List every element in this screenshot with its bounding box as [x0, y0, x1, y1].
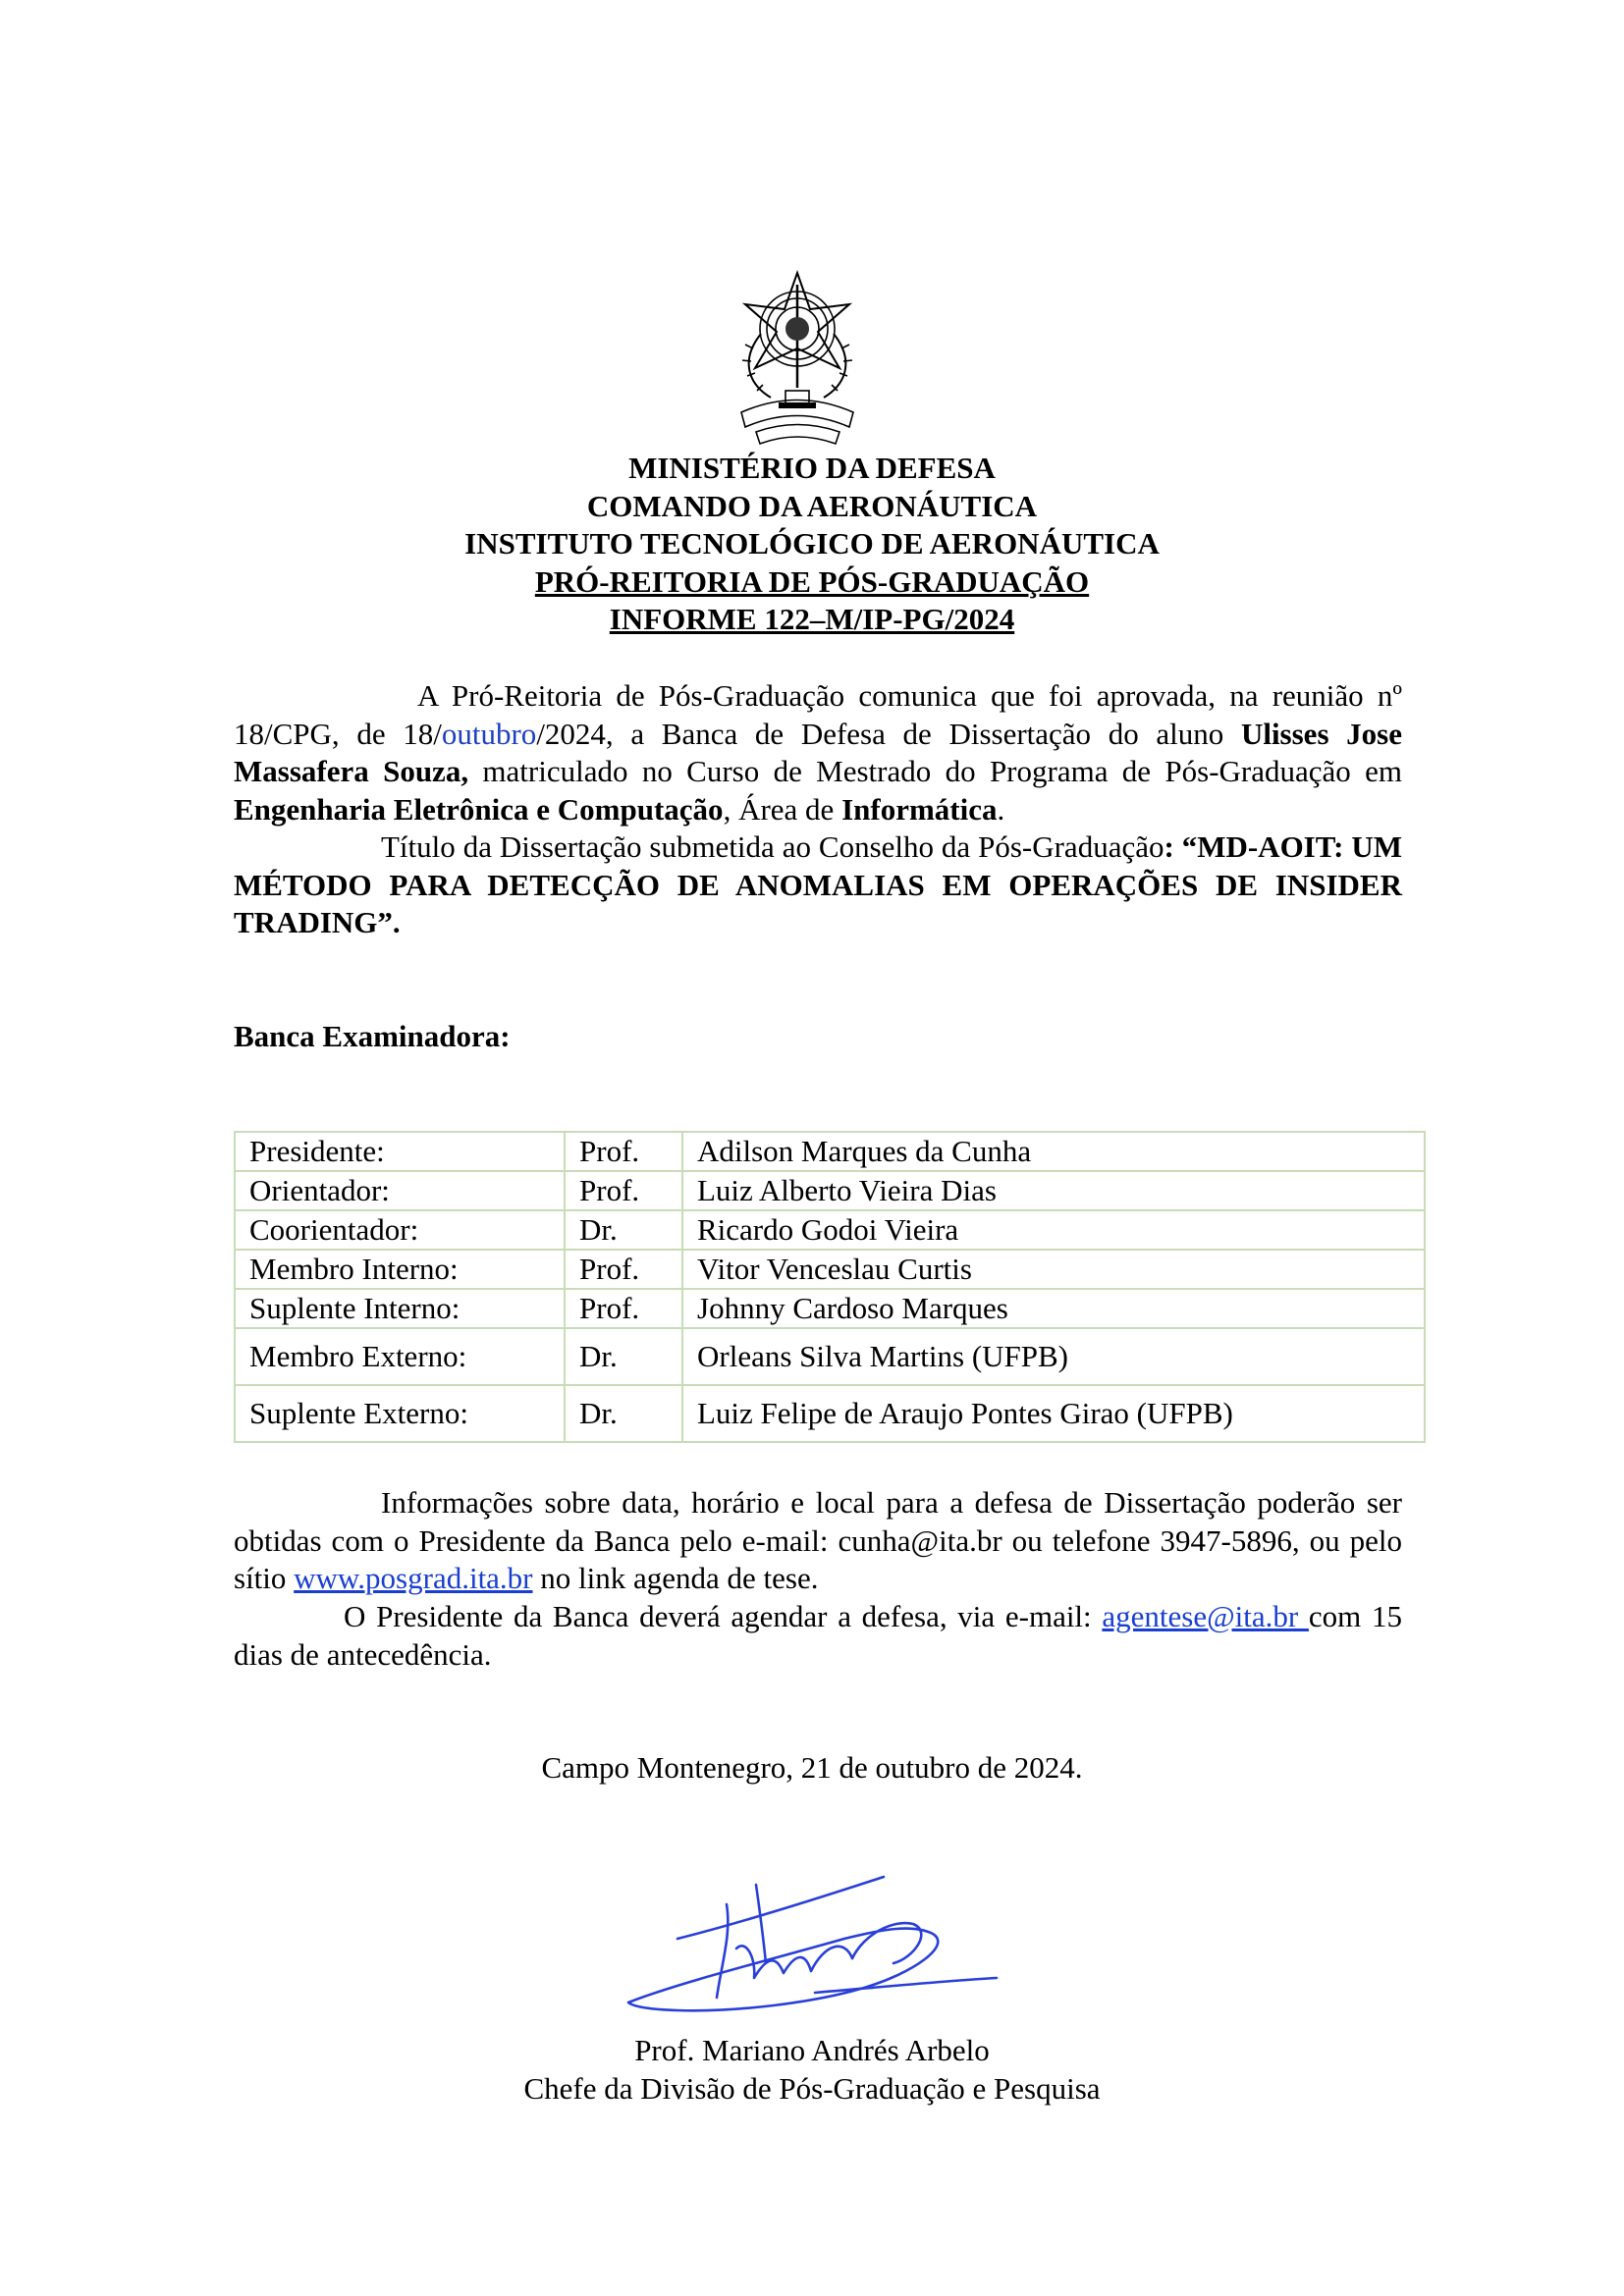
area-name: Informática — [841, 791, 998, 827]
header-ministry: MINISTÉRIO DA DEFESA — [628, 451, 996, 485]
dissertation-title: : “MD-AOIT: UM MÉTODO PARA DETECÇÃO DE ANOMALIAS EM OPERAÇÕES DE INSIDER TRADING”. — [234, 829, 1403, 939]
signature-block — [0, 2032, 1624, 2108]
banca-member-name: Ricardo Godoi Vieira — [682, 1210, 1425, 1250]
program-name: Engenharia Eletrônica e Computação — [234, 791, 724, 827]
announcement-text-c: matriculado no Curso de Mestrado do Programa de Pós-Graduação em — [468, 754, 1402, 788]
banca-member-name: Luiz Alberto Vieira Dias — [682, 1171, 1425, 1210]
banca-title-abbrev: Prof. — [565, 1171, 682, 1210]
agentese-email-link[interactable]: agentese@ita.br — [1102, 1599, 1309, 1633]
schedule-paragraph — [234, 1598, 1402, 1674]
handwritten-signature-icon — [619, 1865, 1011, 2027]
dissertation-title-paragraph — [234, 828, 1402, 942]
brazil-coat-of-arms-icon — [731, 265, 864, 456]
schedule-text-a: O Presidente da Banca deverá agendar a defesa, via e-mail: — [344, 1599, 1103, 1633]
announcement-paragraph — [234, 677, 1402, 828]
table-row — [235, 1132, 1425, 1171]
announcement-text-a: A Pró-Reitoria de Pós-Graduação comunica que foi aprovada, na reunião nº 18/CPG, de 18/ — [234, 678, 1402, 751]
banca-title-abbrev: Dr. — [565, 1210, 682, 1250]
info-text-b: no link agenda de tese. — [532, 1561, 819, 1595]
posgrad-site-link[interactable]: www.posgrad.ita.br — [294, 1561, 533, 1595]
banca-table — [234, 1131, 1426, 1443]
banca-member-name: Orleans Silva Martins (UFPB) — [682, 1328, 1425, 1385]
date-line: Campo Montenegro, 21 de outubro de 2024. — [541, 1750, 1083, 1785]
banca-role: Coorientador: — [235, 1210, 565, 1250]
banca-role: Membro Externo: — [235, 1328, 565, 1385]
title-intro: Título da Dissertação submetida ao Conselho da Pós-Graduação — [381, 829, 1164, 864]
banca-heading: Banca Examinadora: — [234, 1019, 511, 1053]
header-command: COMANDO DA AERONÁUTICA — [586, 488, 1038, 523]
banca-title-abbrev: Dr. — [565, 1328, 682, 1385]
table-row — [235, 1289, 1425, 1328]
banca-role: Membro Interno: — [235, 1250, 565, 1289]
banca-member-name: Adilson Marques da Cunha — [682, 1132, 1425, 1171]
table-row — [235, 1250, 1425, 1289]
table-row — [235, 1171, 1425, 1210]
info-paragraph — [234, 1484, 1402, 1598]
banca-member-name: Luiz Felipe de Araujo Pontes Girao (UFPB) — [682, 1385, 1425, 1442]
table-row — [235, 1328, 1425, 1385]
table-row — [235, 1210, 1425, 1250]
banca-role: Orientador: — [235, 1171, 565, 1210]
document-header — [0, 450, 1624, 639]
header-informe-number: INFORME 122–M/IP-PG/2024 — [609, 602, 1015, 636]
announcement-text-e: . — [997, 791, 1005, 827]
banca-title-abbrev: Prof. — [565, 1250, 682, 1289]
announcement-text-b: /2024, a Banca de Defesa de Dissertação do aluno — [536, 716, 1241, 751]
banca-role: Presidente: — [235, 1132, 565, 1171]
meeting-month: outubro — [441, 716, 537, 751]
banca-title-abbrev: Prof. — [565, 1289, 682, 1328]
table-row — [235, 1385, 1425, 1442]
signatory-name: Prof. Mariano Andrés Arbelo — [634, 2033, 990, 2067]
student-name: Ulisses Jose Massafera Souza, — [234, 716, 1402, 788]
banca-member-name: Johnny Cardoso Marques — [682, 1289, 1425, 1328]
banca-role: Suplente Externo: — [235, 1385, 565, 1442]
info-text-a: Informações sobre data, horário e local para a defesa de Dissertação poderão ser obtidas com o Presidente da Banca pelo e-mail: cunha@ita.br ou telefone 3947-5896, ou pelo sítio — [234, 1485, 1402, 1595]
banca-role: Suplente Interno: — [235, 1289, 565, 1328]
banca-member-name: Vitor Venceslau Curtis — [682, 1250, 1425, 1289]
schedule-text-b: com 15 dias de antecedência. — [234, 1599, 1402, 1672]
banca-title-abbrev: Dr. — [565, 1385, 682, 1442]
signatory-role: Chefe da Divisão de Pós-Graduação e Pesquisa — [523, 2070, 1101, 2106]
header-institute: INSTITUTO TECNOLÓGICO DE AERONÁUTICA — [464, 526, 1160, 561]
announcement-text-d: , Área de — [723, 791, 842, 827]
header-pro-rectory: PRÓ-REITORIA DE PÓS-GRADUAÇÃO — [534, 563, 1090, 599]
banca-title-abbrev: Prof. — [565, 1132, 682, 1171]
